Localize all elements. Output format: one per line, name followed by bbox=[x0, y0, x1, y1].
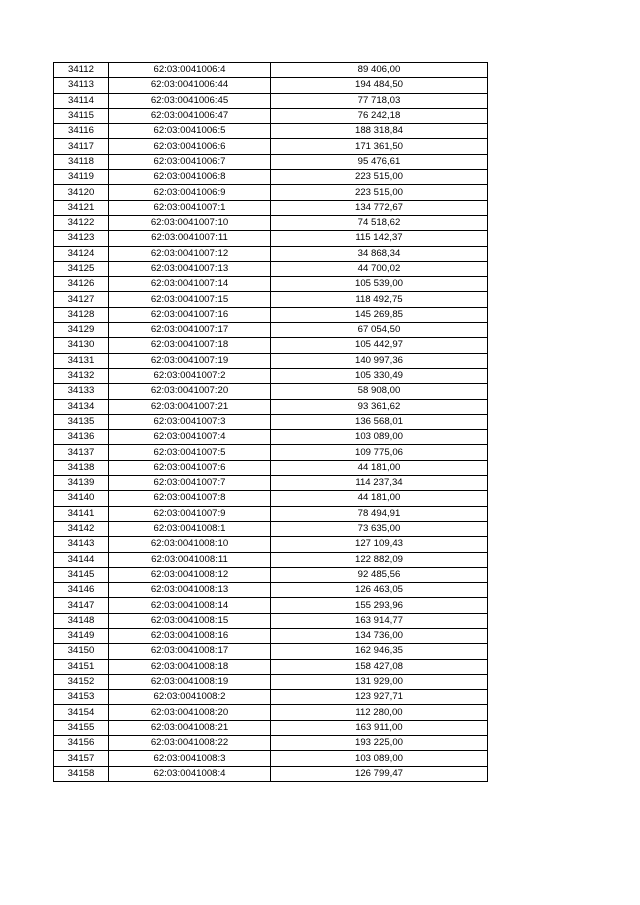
table-row bbox=[54, 751, 488, 766]
cadastral-number-cell: 62:03:0041007:14 bbox=[109, 277, 271, 292]
cadastral-number-cell: 62:03:0041007:19 bbox=[109, 353, 271, 368]
table-row bbox=[54, 766, 488, 781]
value-cell: 127 109,43 bbox=[271, 537, 488, 552]
table-row bbox=[54, 613, 488, 628]
cadastral-number-cell: 62:03:0041006:44 bbox=[109, 78, 271, 93]
row-number-cell: 34148 bbox=[54, 613, 109, 628]
cadastral-number-cell: 62:03:0041007:21 bbox=[109, 399, 271, 414]
row-number-cell: 34151 bbox=[54, 659, 109, 674]
cadastral-number-cell: 62:03:0041008:11 bbox=[109, 552, 271, 567]
row-number-cell: 34155 bbox=[54, 720, 109, 735]
table-row bbox=[54, 552, 488, 567]
value-cell: 93 361,62 bbox=[271, 399, 488, 414]
cadastral-number-cell: 62:03:0041007:3 bbox=[109, 414, 271, 429]
cadastral-number-cell: 62:03:0041008:19 bbox=[109, 674, 271, 689]
cadastral-number-cell: 62:03:0041007:6 bbox=[109, 460, 271, 475]
row-number-cell: 34138 bbox=[54, 460, 109, 475]
table-row bbox=[54, 368, 488, 383]
row-number-cell: 34124 bbox=[54, 246, 109, 261]
cadastral-number-cell: 62:03:0041007:12 bbox=[109, 246, 271, 261]
table-row bbox=[54, 659, 488, 674]
value-cell: 134 736,00 bbox=[271, 628, 488, 643]
cadastral-number-cell: 62:03:0041007:18 bbox=[109, 338, 271, 353]
table-row bbox=[54, 292, 488, 307]
cadastral-number-cell: 62:03:0041007:17 bbox=[109, 323, 271, 338]
row-number-cell: 34140 bbox=[54, 491, 109, 506]
row-number-cell: 34133 bbox=[54, 384, 109, 399]
row-number-cell: 34123 bbox=[54, 231, 109, 246]
table-row bbox=[54, 506, 488, 521]
row-number-cell: 34131 bbox=[54, 353, 109, 368]
value-cell: 34 868,34 bbox=[271, 246, 488, 261]
row-number-cell: 34152 bbox=[54, 674, 109, 689]
row-number-cell: 34127 bbox=[54, 292, 109, 307]
value-cell: 58 908,00 bbox=[271, 384, 488, 399]
value-cell: 194 484,50 bbox=[271, 78, 488, 93]
value-cell: 105 539,00 bbox=[271, 277, 488, 292]
row-number-cell: 34136 bbox=[54, 430, 109, 445]
row-number-cell: 34117 bbox=[54, 139, 109, 154]
value-cell: 105 442,97 bbox=[271, 338, 488, 353]
table-row bbox=[54, 705, 488, 720]
row-number-cell: 34135 bbox=[54, 414, 109, 429]
cadastral-number-cell: 62:03:0041006:5 bbox=[109, 124, 271, 139]
value-cell: 126 463,05 bbox=[271, 583, 488, 598]
row-number-cell: 34118 bbox=[54, 154, 109, 169]
table-row bbox=[54, 460, 488, 475]
cadastral-number-cell: 62:03:0041008:18 bbox=[109, 659, 271, 674]
table-row bbox=[54, 353, 488, 368]
value-cell: 109 775,06 bbox=[271, 445, 488, 460]
value-cell: 171 361,50 bbox=[271, 139, 488, 154]
row-number-cell: 34116 bbox=[54, 124, 109, 139]
row-number-cell: 34130 bbox=[54, 338, 109, 353]
cadastral-number-cell: 62:03:0041008:10 bbox=[109, 537, 271, 552]
cadastral-number-cell: 62:03:0041007:8 bbox=[109, 491, 271, 506]
cadastral-number-cell: 62:03:0041006:47 bbox=[109, 108, 271, 123]
row-number-cell: 34129 bbox=[54, 323, 109, 338]
table-row bbox=[54, 384, 488, 399]
row-number-cell: 34128 bbox=[54, 307, 109, 322]
table-row bbox=[54, 399, 488, 414]
value-cell: 115 142,37 bbox=[271, 231, 488, 246]
cadastral-number-cell: 62:03:0041007:2 bbox=[109, 368, 271, 383]
cadastral-number-cell: 62:03:0041007:10 bbox=[109, 215, 271, 230]
row-number-cell: 34143 bbox=[54, 537, 109, 552]
value-cell: 44 700,02 bbox=[271, 261, 488, 276]
value-cell: 44 181,00 bbox=[271, 491, 488, 506]
row-number-cell: 34142 bbox=[54, 521, 109, 536]
table-row bbox=[54, 154, 488, 169]
row-number-cell: 34139 bbox=[54, 476, 109, 491]
value-cell: 188 318,84 bbox=[271, 124, 488, 139]
table-row bbox=[54, 414, 488, 429]
value-cell: 140 997,36 bbox=[271, 353, 488, 368]
row-number-cell: 34132 bbox=[54, 368, 109, 383]
cadastral-number-cell: 62:03:0041007:13 bbox=[109, 261, 271, 276]
value-cell: 114 237,34 bbox=[271, 476, 488, 491]
table-row bbox=[54, 521, 488, 536]
table-row bbox=[54, 628, 488, 643]
cadastral-number-cell: 62:03:0041008:12 bbox=[109, 567, 271, 582]
table-row bbox=[54, 63, 488, 78]
row-number-cell: 34137 bbox=[54, 445, 109, 460]
row-number-cell: 34141 bbox=[54, 506, 109, 521]
row-number-cell: 34145 bbox=[54, 567, 109, 582]
value-cell: 118 492,75 bbox=[271, 292, 488, 307]
row-number-cell: 34112 bbox=[54, 63, 109, 78]
table-row bbox=[54, 476, 488, 491]
table-row bbox=[54, 139, 488, 154]
value-cell: 67 054,50 bbox=[271, 323, 488, 338]
value-cell: 134 772,67 bbox=[271, 200, 488, 215]
row-number-cell: 34119 bbox=[54, 170, 109, 185]
cadastral-number-cell: 62:03:0041006:8 bbox=[109, 170, 271, 185]
row-number-cell: 34147 bbox=[54, 598, 109, 613]
value-cell: 92 485,56 bbox=[271, 567, 488, 582]
cadastral-number-cell: 62:03:0041007:16 bbox=[109, 307, 271, 322]
row-number-cell: 34158 bbox=[54, 766, 109, 781]
row-number-cell: 34115 bbox=[54, 108, 109, 123]
value-cell: 223 515,00 bbox=[271, 185, 488, 200]
cadastral-number-cell: 62:03:0041008:21 bbox=[109, 720, 271, 735]
value-cell: 74 518,62 bbox=[271, 215, 488, 230]
cadastral-number-cell: 62:03:0041007:7 bbox=[109, 476, 271, 491]
table-row bbox=[54, 583, 488, 598]
value-cell: 126 799,47 bbox=[271, 766, 488, 781]
table-row bbox=[54, 644, 488, 659]
cadastral-number-cell: 62:03:0041008:13 bbox=[109, 583, 271, 598]
table-row bbox=[54, 78, 488, 93]
table-row bbox=[54, 215, 488, 230]
row-number-cell: 34126 bbox=[54, 277, 109, 292]
table-row bbox=[54, 430, 488, 445]
cadastral-number-cell: 62:03:0041008:2 bbox=[109, 690, 271, 705]
table-row bbox=[54, 185, 488, 200]
value-cell: 112 280,00 bbox=[271, 705, 488, 720]
cadastral-number-cell: 62:03:0041008:15 bbox=[109, 613, 271, 628]
row-number-cell: 34157 bbox=[54, 751, 109, 766]
value-cell: 76 242,18 bbox=[271, 108, 488, 123]
value-cell: 162 946,35 bbox=[271, 644, 488, 659]
cadastral-number-cell: 62:03:0041006:9 bbox=[109, 185, 271, 200]
table-row bbox=[54, 200, 488, 215]
cadastral-number-cell: 62:03:0041008:14 bbox=[109, 598, 271, 613]
table-row bbox=[54, 170, 488, 185]
value-cell: 163 914,77 bbox=[271, 613, 488, 628]
cadastral-number-cell: 62:03:0041007:11 bbox=[109, 231, 271, 246]
table-row bbox=[54, 567, 488, 582]
value-cell: 158 427,08 bbox=[271, 659, 488, 674]
value-cell: 131 929,00 bbox=[271, 674, 488, 689]
table-row bbox=[54, 108, 488, 123]
value-cell: 163 911,00 bbox=[271, 720, 488, 735]
row-number-cell: 34122 bbox=[54, 215, 109, 230]
row-number-cell: 34114 bbox=[54, 93, 109, 108]
table-row bbox=[54, 720, 488, 735]
row-number-cell: 34113 bbox=[54, 78, 109, 93]
cadastral-number-cell: 62:03:0041008:1 bbox=[109, 521, 271, 536]
table-row bbox=[54, 277, 488, 292]
value-cell: 122 882,09 bbox=[271, 552, 488, 567]
cadastral-number-cell: 62:03:0041008:17 bbox=[109, 644, 271, 659]
cadastral-number-cell: 62:03:0041006:45 bbox=[109, 93, 271, 108]
table-row bbox=[54, 323, 488, 338]
value-cell: 44 181,00 bbox=[271, 460, 488, 475]
value-cell: 103 089,00 bbox=[271, 751, 488, 766]
table-row bbox=[54, 491, 488, 506]
table-row bbox=[54, 231, 488, 246]
row-number-cell: 34156 bbox=[54, 736, 109, 751]
row-number-cell: 34134 bbox=[54, 399, 109, 414]
row-number-cell: 34144 bbox=[54, 552, 109, 567]
table-row bbox=[54, 674, 488, 689]
table-row bbox=[54, 93, 488, 108]
table-row bbox=[54, 246, 488, 261]
cadastral-number-cell: 62:03:0041007:15 bbox=[109, 292, 271, 307]
row-number-cell: 34154 bbox=[54, 705, 109, 720]
table-row bbox=[54, 598, 488, 613]
table-row bbox=[54, 261, 488, 276]
value-cell: 223 515,00 bbox=[271, 170, 488, 185]
row-number-cell: 34121 bbox=[54, 200, 109, 215]
value-cell: 193 225,00 bbox=[271, 736, 488, 751]
row-number-cell: 34153 bbox=[54, 690, 109, 705]
value-cell: 77 718,03 bbox=[271, 93, 488, 108]
value-cell: 155 293,96 bbox=[271, 598, 488, 613]
value-cell: 78 494,91 bbox=[271, 506, 488, 521]
table-row bbox=[54, 338, 488, 353]
table-row bbox=[54, 307, 488, 322]
table-body bbox=[54, 63, 488, 782]
value-cell: 89 406,00 bbox=[271, 63, 488, 78]
value-cell: 136 568,01 bbox=[271, 414, 488, 429]
row-number-cell: 34150 bbox=[54, 644, 109, 659]
value-cell: 123 927,71 bbox=[271, 690, 488, 705]
cadastral-number-cell: 62:03:0041007:1 bbox=[109, 200, 271, 215]
cadastral-value-table bbox=[53, 62, 488, 782]
cadastral-number-cell: 62:03:0041007:5 bbox=[109, 445, 271, 460]
cadastral-number-cell: 62:03:0041008:16 bbox=[109, 628, 271, 643]
cadastral-number-cell: 62:03:0041006:6 bbox=[109, 139, 271, 154]
row-number-cell: 34149 bbox=[54, 628, 109, 643]
table-row bbox=[54, 124, 488, 139]
table-row bbox=[54, 736, 488, 751]
row-number-cell: 34125 bbox=[54, 261, 109, 276]
table-row bbox=[54, 690, 488, 705]
cadastral-number-cell: 62:03:0041007:9 bbox=[109, 506, 271, 521]
cadastral-number-cell: 62:03:0041008:20 bbox=[109, 705, 271, 720]
cadastral-number-cell: 62:03:0041007:4 bbox=[109, 430, 271, 445]
cadastral-number-cell: 62:03:0041008:22 bbox=[109, 736, 271, 751]
value-cell: 95 476,61 bbox=[271, 154, 488, 169]
cadastral-number-cell: 62:03:0041006:4 bbox=[109, 63, 271, 78]
cadastral-number-cell: 62:03:0041008:3 bbox=[109, 751, 271, 766]
value-cell: 105 330,49 bbox=[271, 368, 488, 383]
table-row bbox=[54, 445, 488, 460]
cadastral-number-cell: 62:03:0041006:7 bbox=[109, 154, 271, 169]
cadastral-number-cell: 62:03:0041007:20 bbox=[109, 384, 271, 399]
row-number-cell: 34146 bbox=[54, 583, 109, 598]
value-cell: 103 089,00 bbox=[271, 430, 488, 445]
row-number-cell: 34120 bbox=[54, 185, 109, 200]
table-row bbox=[54, 537, 488, 552]
value-cell: 73 635,00 bbox=[271, 521, 488, 536]
value-cell: 145 269,85 bbox=[271, 307, 488, 322]
cadastral-number-cell: 62:03:0041008:4 bbox=[109, 766, 271, 781]
